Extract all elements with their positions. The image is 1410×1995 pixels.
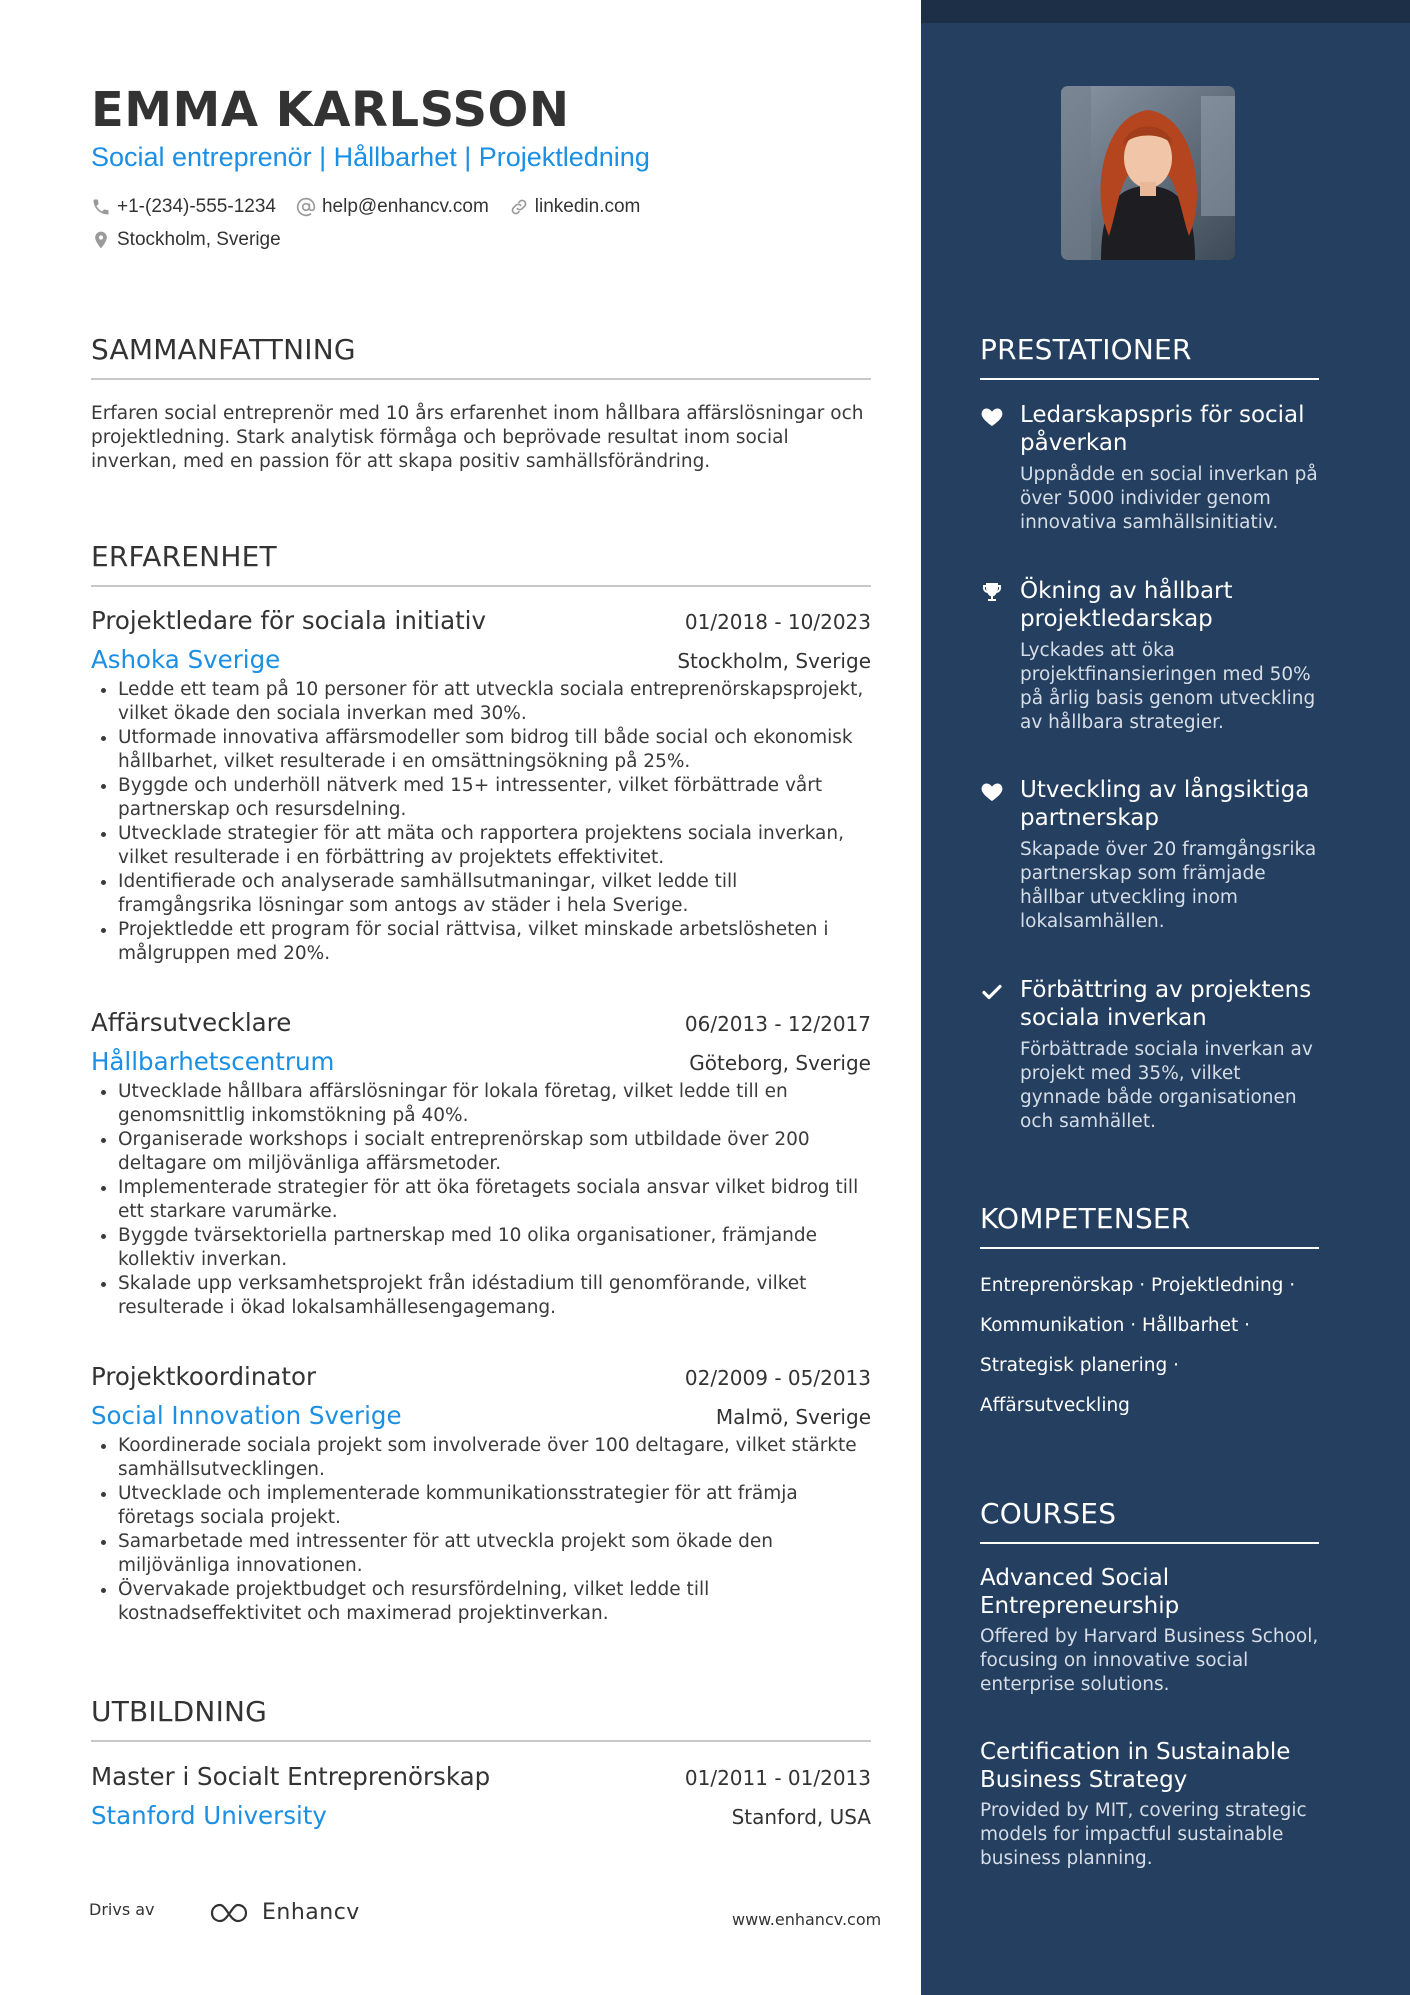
courses-heading: COURSES xyxy=(980,1497,1117,1530)
email-link[interactable]: help@enhancv.com xyxy=(321,196,489,217)
skills-line: Entreprenörskap · Projektledning · xyxy=(980,1275,1296,1296)
course-item xyxy=(980,1564,1320,1697)
achievement-desc: Skapade över 20 framgångsrika partnerskap som främjade hållbar utveckling inom lokalsamhällen. xyxy=(1020,839,1317,932)
achievement-item xyxy=(980,976,1320,1134)
heart-icon xyxy=(980,405,1004,429)
job-bullets xyxy=(91,678,871,966)
job-title: Affärsutvecklare xyxy=(91,1008,292,1037)
bullet-item: • Utformade innovativa affärsmodeller som bidrog till både social och ekonomisk hållbarhet, vilket resulterade i en omsättningsökning på 25%. xyxy=(118,726,871,774)
achievements-divider xyxy=(980,378,1319,380)
job-title: Projektkoordinator xyxy=(91,1362,317,1391)
skills-line: Strategisk planering · xyxy=(980,1355,1179,1376)
bullet-item: • Koordinerade sociala projekt som involverade över 100 deltagare, vilket stärkte samhällsutvecklingen. xyxy=(118,1434,871,1482)
job-title: Projektledare för sociala initiativ xyxy=(91,606,486,635)
degree-title: Master i Socialt Entreprenörskap xyxy=(91,1762,491,1791)
link-icon xyxy=(509,197,529,217)
job-entry xyxy=(91,1008,871,1320)
job-location: Göteborg, Sverige xyxy=(689,1051,871,1075)
summary-heading: SAMMANFATTNING xyxy=(91,333,356,366)
education-heading: UTBILDNING xyxy=(91,1695,268,1728)
course-title: Certification in Sustainable Business Strategy xyxy=(980,1739,1291,1793)
achievement-item xyxy=(980,577,1320,735)
achievement-title: Ökning av hållbart projektledarskap xyxy=(1020,578,1233,632)
course-title: Advanced Social Entrepreneurship xyxy=(980,1565,1180,1619)
education-location: Stanford, USA xyxy=(731,1805,871,1829)
bullet-item: • Utvecklade strategier för att mäta och rapportera projektens sociala inverkan, vilket resulterade i en förbättring av projektets effektivitet. xyxy=(118,822,871,870)
achievement-title: Ledarskapspris för social påverkan xyxy=(1020,402,1305,456)
email-item[interactable] xyxy=(296,196,489,218)
job-dates: 06/2013 - 12/2017 xyxy=(684,1012,871,1036)
powered-by-label: Drivs av xyxy=(89,1900,155,1919)
bullet-item: • Skalade upp verksamhetsprojekt från idéstadium till genomförande, vilket resulterade i ökad lokalsamhällesengagemang. xyxy=(118,1272,871,1320)
job-entry xyxy=(91,606,871,966)
course-desc: Provided by MIT, covering strategic models for impactful sustainable business planning. xyxy=(980,1800,1307,1869)
enhancv-logo-text: Enhancv xyxy=(262,1900,360,1925)
achievements-heading: PRESTATIONER xyxy=(980,333,1192,366)
profile-photo-image xyxy=(1061,86,1235,260)
phone-item xyxy=(91,196,276,218)
bullet-item: • Utvecklade hållbara affärslösningar för lokala företag, vilket ledde till en genomsnittlig inkomstökning på 40%. xyxy=(118,1080,871,1128)
check-icon xyxy=(980,980,1004,1004)
education-entry xyxy=(91,1762,871,1830)
job-location: Stockholm, Sverige xyxy=(677,649,871,673)
bullet-item: • Utvecklade och implementerade kommunikationsstrategier för att främja företags sociala projekt. xyxy=(118,1482,871,1530)
contact-row-2 xyxy=(91,229,301,251)
experience-divider xyxy=(91,585,871,587)
course-item xyxy=(980,1738,1320,1871)
phone-text: +1-(234)-555-1234 xyxy=(117,196,276,217)
company-name: Ashoka Sverige xyxy=(91,645,281,674)
courses-divider xyxy=(980,1542,1319,1544)
location-pin-icon xyxy=(91,230,111,250)
achievement-item xyxy=(980,776,1320,934)
achievement-title: Förbättring av projektens sociala inverkan xyxy=(1020,977,1312,1031)
at-icon xyxy=(296,197,316,217)
achievement-item xyxy=(980,401,1320,535)
skills-list xyxy=(980,1266,1320,1426)
bullet-item: • Identifierade och analyserade samhällsutmaningar, vilket ledde till framgångsrika lösningar som antogs av städer i hela Sverige. xyxy=(118,870,871,918)
summary-text: Erfaren social entreprenör med 10 års erfarenhet inom hållbara affärslösningar och projektledning. Stark analytisk förmåga och beprövade resultat inom social inverkan, med en passion för att skapa positiv samhällsförändring. xyxy=(91,403,864,472)
job-bullets xyxy=(91,1434,871,1626)
bullet-item: • Projektledde ett program för social rättvisa, vilket minskade arbetslösheten i målgruppen med 20%. xyxy=(118,918,871,966)
bullet-item: • Samarbetade med intressenter för att utveckla projekt som ökade den miljövänliga innovationen. xyxy=(118,1530,871,1578)
heart-icon xyxy=(980,780,1004,804)
course-desc: Offered by Harvard Business School, focusing on innovative social enterprise solutions. xyxy=(980,1626,1319,1695)
bullet-item: • Implementerade strategier för att öka företagets sociala ansvar vilket bidrog till ett starkare varumärke. xyxy=(118,1176,871,1224)
trophy-icon xyxy=(980,581,1004,605)
bullet-item: • Övervakade projektbudget och resursfördelning, vilket ledde till kostnadseffektivitet och maximerad projektinverkan. xyxy=(118,1578,871,1626)
company-name: Hållbarhetscentrum xyxy=(91,1047,335,1076)
footer-url[interactable]: www.enhancv.com xyxy=(732,1910,882,1929)
company-name: Social Innovation Sverige xyxy=(91,1401,402,1430)
linkedin-link[interactable]: linkedin.com xyxy=(534,196,641,217)
job-bullets xyxy=(91,1080,871,1320)
school-name: Stanford University xyxy=(91,1801,327,1830)
experience-heading: ERFARENHET xyxy=(91,540,277,573)
skills-line: Affärsutveckling xyxy=(980,1395,1130,1416)
job-location: Malmö, Sverige xyxy=(715,1405,871,1429)
location-item xyxy=(91,229,281,251)
contact-row-1 xyxy=(91,196,660,218)
bullet-item: • Byggde och underhöll nätverk med 15+ intressenter, vilket förbättrade vårt partnerskap och resursdelning. xyxy=(118,774,871,822)
job-entry xyxy=(91,1362,871,1626)
job-dates: 02/2009 - 05/2013 xyxy=(684,1366,871,1390)
enhancv-logo[interactable] xyxy=(208,1900,360,1925)
summary-divider xyxy=(91,378,871,380)
achievement-desc: Förbättrade sociala inverkan av projekt med 35%, vilket gynnade både organisationen och samhället. xyxy=(1020,1039,1313,1132)
bullet-item: • Organiserade workshops i socialt entreprenörskap som utbildade över 200 deltagare om miljövänliga affärsmetoder. xyxy=(118,1128,871,1176)
job-dates: 01/2018 - 10/2023 xyxy=(684,610,871,634)
profile-photo xyxy=(1061,86,1235,260)
achievement-title: Utveckling av långsiktiga partnerskap xyxy=(1020,777,1310,831)
tagline: Social entreprenör | Hållbarhet | Projektledning xyxy=(91,142,650,172)
candidate-name: EMMA KARLSSON xyxy=(91,82,570,138)
sidebar-top-bar xyxy=(921,0,1410,23)
linkedin-item[interactable] xyxy=(509,196,641,218)
location-text: Stockholm, Sverige xyxy=(117,229,281,250)
phone-icon xyxy=(91,197,111,217)
achievement-desc: Uppnådde en social inverkan på över 5000 individer genom innovativa samhällsinitiativ. xyxy=(1020,464,1318,533)
skills-heading: KOMPETENSER xyxy=(980,1202,1191,1235)
skills-line: Kommunikation · Hållbarhet · xyxy=(980,1315,1250,1336)
education-divider xyxy=(91,1740,871,1742)
bullet-item: • Byggde tvärsektoriella partnerskap med 10 olika organisationer, främjande kollektiv inverkan. xyxy=(118,1224,871,1272)
skills-divider xyxy=(980,1247,1319,1249)
enhancv-logo-icon xyxy=(208,1901,254,1925)
achievement-desc: Lyckades att öka projektfinansieringen med 50% på årlig basis genom utveckling av hållbara strategier. xyxy=(1020,640,1316,733)
education-dates: 01/2011 - 01/2013 xyxy=(684,1766,871,1790)
bullet-item: • Ledde ett team på 10 personer för att utveckla sociala entreprenörskapsprojekt, vilket ökade den sociala inverkan med 30%. xyxy=(118,678,871,726)
